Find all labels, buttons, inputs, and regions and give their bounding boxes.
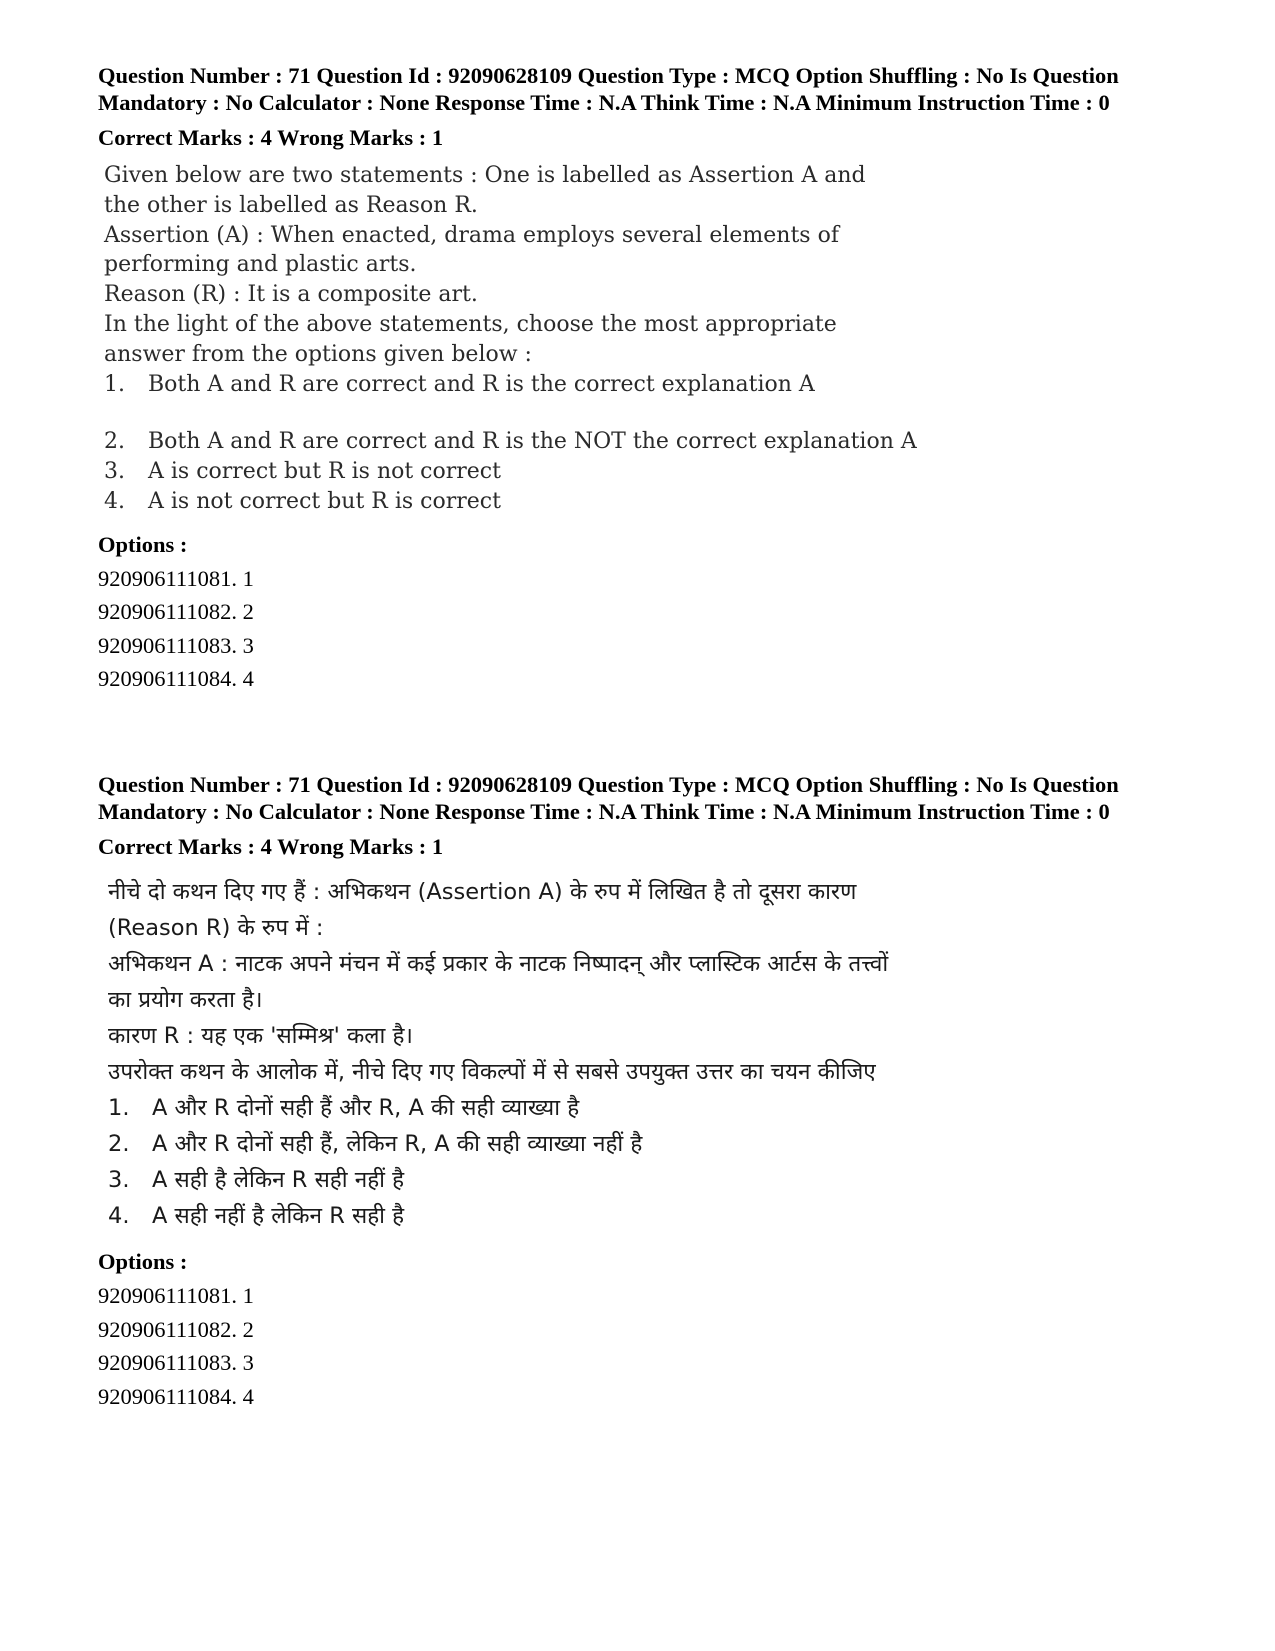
choice-text: A is correct but R is not correct [148,459,501,485]
choice-number: 1. [108,1095,130,1121]
question-assertion: अभिकथन A : नाटक अपने मंचन में कई प्रकार के नाटक निष्पादन् और प्लास्टिक आर्टस के तत्त्वों का प्रयोग करता है। [108,951,889,1013]
list-item [104,427,1198,457]
options-list [98,1279,1198,1413]
question-marks: Correct Marks : 4 Wrong Marks : 1 [98,125,444,150]
choice-number: 2. [108,1131,130,1157]
option-item: 920906111084. 4 [98,666,254,692]
choice-text: A और R दोनों सही हैं, लेकिन R, A की सही व्याख्या नहीं है [152,1131,643,1157]
option-item: 920906111083. 3 [98,632,254,658]
choice-text: A सही नहीं है लेकिन R सही है [152,1203,405,1229]
list-item [104,457,1198,487]
question-meta: Question Number : 71 Question Id : 92090628109 Question Type : MCQ Option Shuffling : No Is Question Mandatory : No Calculator : None Response Time : N.A Think Time : N.A Minimum Instruction Time : 0 [98,63,1119,115]
options-title: Options : [98,1249,188,1274]
question-block-hindi [98,771,1198,1413]
choice-number: 4. [104,488,125,514]
option-item: 920906111082. 2 [98,599,254,625]
question-text [104,161,1198,517]
choice-number: 3. [108,1167,130,1193]
options-title: Options : [98,531,188,557]
question-instruction: उपरोक्त कथन के आलोक में, नीचे दिए गए विकल्पों में से सबसे उपयुक्त उत्तर का चयन कीजिए [108,1059,876,1085]
choice-number: 4. [108,1203,130,1229]
option-item: 920906111083. 3 [98,1350,254,1375]
question-choices [104,370,1198,517]
question-reason: कारण R : यह एक 'सम्मिश्र' कला है। [108,1023,413,1049]
question-assertion: Assertion (A) : When enacted, drama employs several elements of performing and plastic arts. [104,222,839,278]
choice-text: A और R दोनों सही हैं और R, A की सही व्याख्या है [152,1095,580,1121]
option-item: 920906111081. 1 [98,1283,254,1308]
question-choices [108,1090,1198,1234]
question-reason: Reason (R) : It is a composite art. [104,282,478,308]
question-text [108,874,1198,1234]
choice-text: A सही है लेकिन R सही नहीं है [152,1167,405,1193]
choice-text: A is not correct but R is correct [148,488,501,514]
list-item [108,1126,1198,1162]
list-item [104,370,1198,400]
option-item: 920906111081. 1 [98,565,254,591]
question-block-english [98,62,1198,696]
list-item [108,1198,1198,1234]
list-item [104,487,1198,517]
question-intro: Given below are two statements : One is labelled as Assertion A and the other is labelled as Reason R. [104,163,866,218]
options-list [98,562,1198,696]
list-item [108,1162,1198,1198]
choice-text: Both A and R are correct and R is the NOT the correct explanation A [148,429,917,455]
question-marks: Correct Marks : 4 Wrong Marks : 1 [98,834,444,859]
option-item: 920906111084. 4 [98,1383,254,1409]
choice-number: 2. [104,429,125,455]
list-item [108,1090,1198,1126]
choice-text: Both A and R are correct and R is the correct explanation A [148,371,815,397]
question-intro: नीचे दो कथन दिए गए हैं : अभिकथन (Assertion A) के रुप में लिखित है तो दूसरा कारण (Reason R) के रुप में : [108,879,857,941]
choice-number: 1. [104,371,125,397]
choice-number: 3. [104,459,125,485]
question-instruction: In the light of the above statements, choose the most appropriate answer from the options given below : [104,311,837,367]
option-item: 920906111082. 2 [98,1316,254,1342]
question-meta: Question Number : 71 Question Id : 92090628109 Question Type : MCQ Option Shuffling : No Is Question Mandatory : No Calculator : None Response Time : N.A Think Time : N.A Minimum Instruction Time : 0 [98,772,1119,824]
